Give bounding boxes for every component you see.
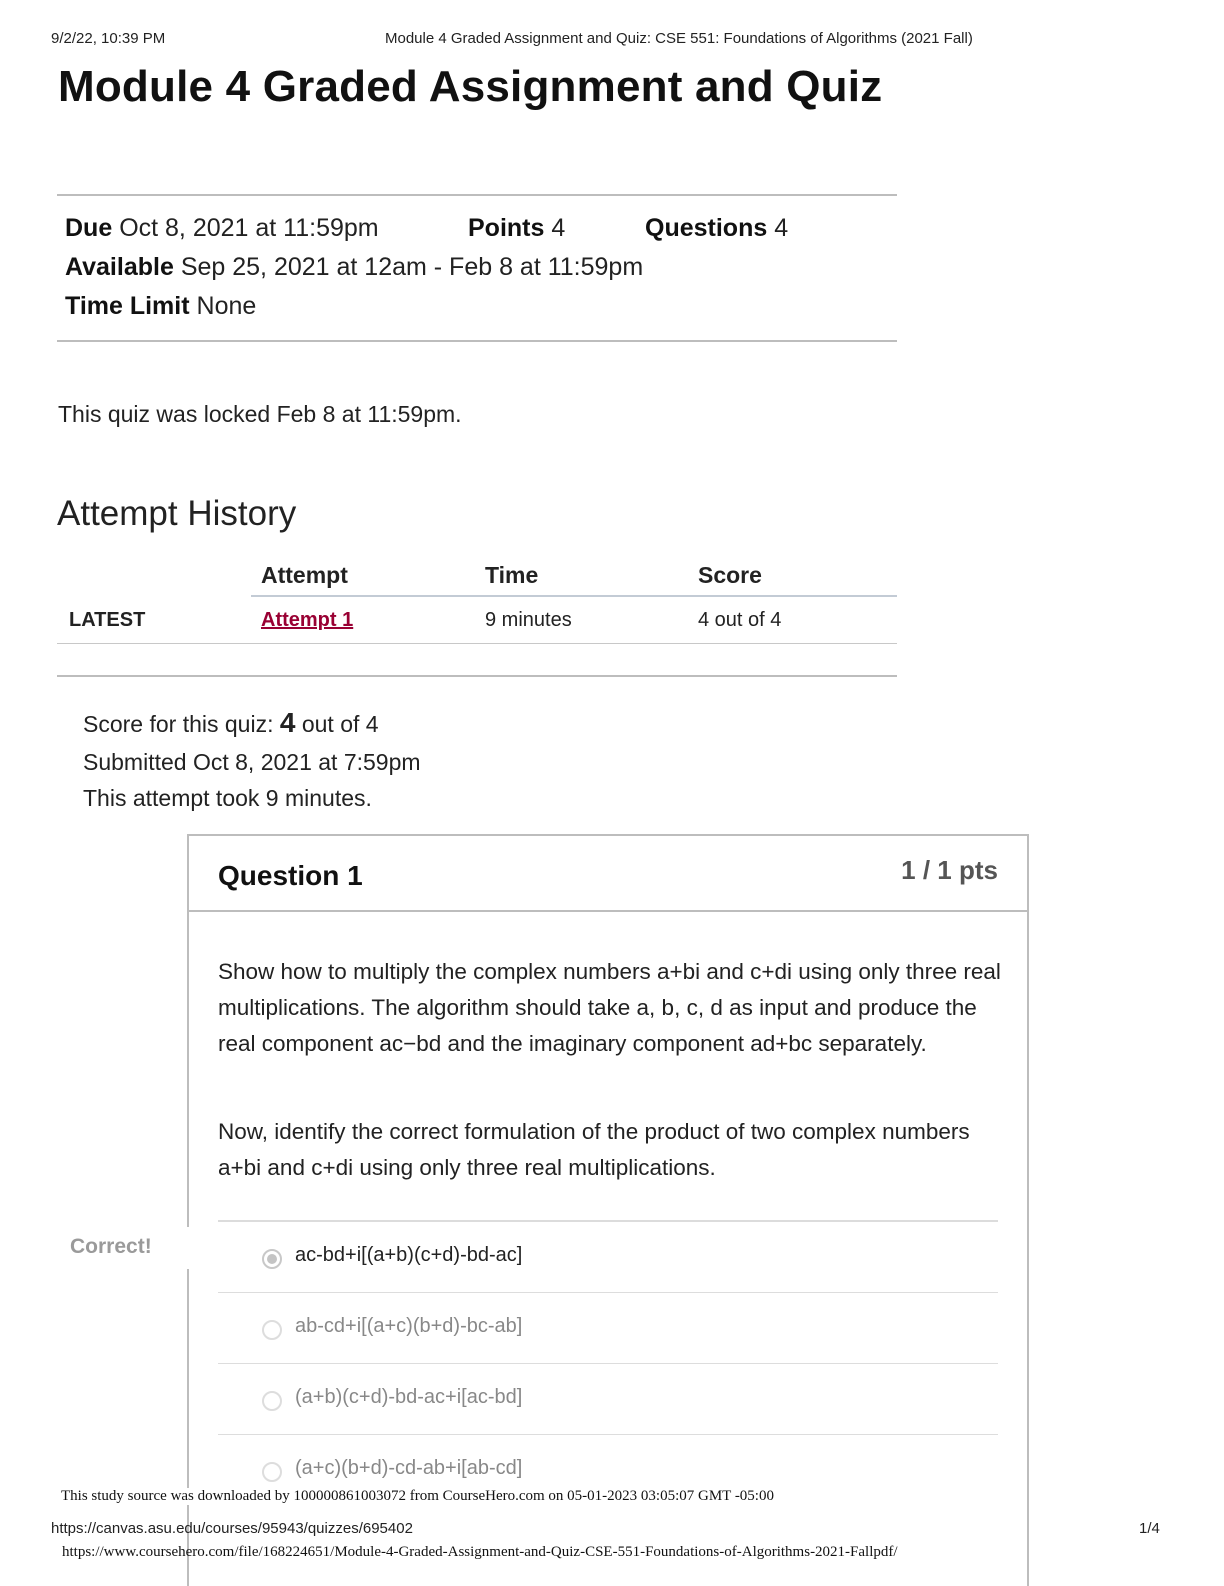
table-row-divider <box>57 643 897 644</box>
answer-option-2-text: ab-cd+i[(a+c)(b+d)-bc-ab] <box>295 1315 523 1337</box>
table-row-latest-label: LATEST <box>69 609 146 631</box>
study-source-note: This study source was downloaded by 100000861003072 from CourseHero.com on 05-01-2023 03:05:07 GMT -05:00 <box>61 1488 780 1505</box>
question-1-title: Question 1 <box>218 860 363 891</box>
column-header-score: Score <box>698 562 762 588</box>
due-value: Oct 8, 2021 at 11:59pm <box>119 214 379 242</box>
questions-info <box>645 214 788 243</box>
time-limit-info <box>65 292 256 321</box>
page-title: Module 4 Graded Assignment and Quiz <box>58 62 883 111</box>
print-datetime: 9/2/22, 10:39 PM <box>51 30 166 47</box>
score-prefix: Score for this quiz: <box>83 711 274 737</box>
print-doc-title: Module 4 Graded Assignment and Quiz: CSE 551: Foundations of Algorithms (2021 Fall) <box>385 30 973 47</box>
time-limit-label: Time Limit <box>65 292 190 320</box>
submitted-time: Submitted Oct 8, 2021 at 7:59pm <box>83 749 421 775</box>
attempt-duration: This attempt took 9 minutes. <box>83 785 372 811</box>
table-row-time: 9 minutes <box>485 609 572 631</box>
coursehero-url: https://www.coursehero.com/file/168224651/Module-4-Graded-Assignment-and-Quiz-CSE-551-Foundations-of-Algorithms-2021-Fallpdf/ <box>62 1544 898 1560</box>
meta-top-divider <box>57 194 897 196</box>
page-url: https://canvas.asu.edu/courses/95943/quizzes/695402 <box>51 1520 413 1537</box>
question-1-points: 1 / 1 pts <box>901 855 998 885</box>
answer-divider <box>218 1363 998 1364</box>
question-1-card <box>187 834 1029 1586</box>
question-1-paragraph-1: Show how to multiply the complex numbers a+bi and c+di using only three real multiplications. The algorithm should take a, b, c, d as input and produce the real component ac−bd and the imaginary component ad+bc separately. <box>218 959 1001 1056</box>
points-value: 4 <box>551 214 566 242</box>
due-label: Due <box>65 214 113 242</box>
answer-divider <box>218 1292 998 1293</box>
radio-icon[interactable] <box>262 1320 282 1340</box>
table-header-divider <box>251 595 897 597</box>
lock-message: This quiz was locked Feb 8 at 11:59pm. <box>58 401 462 427</box>
points-label: Points <box>468 214 545 242</box>
answer-divider <box>218 1434 998 1435</box>
answer-divider <box>218 1220 998 1222</box>
answer-option-1-text: ac-bd+i[(a+b)(c+d)-bd-ac] <box>295 1244 523 1266</box>
questions-label: Questions <box>645 214 768 242</box>
available-info <box>65 253 643 282</box>
meta-bottom-divider <box>57 340 897 342</box>
radio-icon[interactable] <box>262 1462 282 1482</box>
points-info <box>468 214 565 243</box>
question-1-paragraph-2: Now, identify the correct formulation of the product of two complex numbers a+bi and c+di using only three real multiplications. <box>218 1119 970 1180</box>
available-value: Sep 25, 2021 at 12am - Feb 8 at 11:59pm <box>180 253 644 281</box>
score-suffix: out of 4 <box>301 711 379 737</box>
column-header-time: Time <box>485 562 539 588</box>
answer-option-4-text: (a+c)(b+d)-cd-ab+i[ab-cd] <box>295 1457 523 1479</box>
correct-label: Correct! <box>70 1235 152 1258</box>
attempt-1-link[interactable]: Attempt 1 <box>261 609 354 631</box>
score-value: 4 <box>279 707 296 738</box>
attempt-history-heading: Attempt History <box>57 494 297 533</box>
time-limit-value: None <box>196 292 257 320</box>
available-label: Available <box>65 253 174 281</box>
column-header-attempt: Attempt <box>261 562 348 588</box>
question-1-header <box>189 836 1027 912</box>
questions-value: 4 <box>774 214 789 242</box>
page-number: 1/4 <box>1139 1520 1160 1537</box>
radio-selected-icon[interactable] <box>262 1249 282 1269</box>
correct-marker-gap <box>183 1227 193 1269</box>
quiz-score <box>83 707 379 739</box>
due-info <box>65 214 379 243</box>
history-bottom-divider <box>57 675 897 677</box>
radio-icon[interactable] <box>262 1391 282 1411</box>
answer-option-3-text: (a+b)(c+d)-bd-ac+i[ac-bd] <box>295 1386 523 1408</box>
table-row-score: 4 out of 4 <box>698 609 782 631</box>
